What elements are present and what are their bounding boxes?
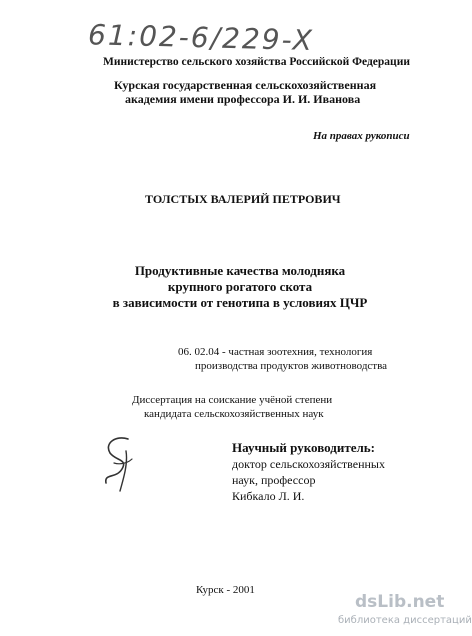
ministry-heading: Министерство сельского хозяйства Российской Федерации (103, 56, 410, 68)
supervisor-degree: доктор сельскохозяйственных (232, 457, 385, 471)
author-name: ТОЛСТЫХ ВАЛЕРИЙ ПЕТРОВИЧ (145, 192, 341, 206)
degree-line-2: кандидата сельскохозяйственных наук (144, 408, 324, 420)
dissertation-title (95, 263, 385, 311)
specialty-line-1: 06. 02.04 - частная зоотехния, технология (178, 346, 373, 358)
scientific-supervisor (232, 440, 385, 504)
supervisor-name: Кибкало Л. И. (232, 489, 305, 503)
manuscript-rights-note: На правах рукописи (313, 130, 410, 142)
academy-line-1: Курская государственная сельскохозяйственная (114, 78, 377, 92)
handwritten-signature (98, 433, 140, 495)
specialty-line-2: производства продуктов животноводства (195, 360, 388, 372)
watermark-subtitle: библиотека диссертаций (338, 615, 472, 626)
watermark-logo: dsLib.net (355, 592, 445, 612)
handwritten-archive-number: 61:02-6/229-X (87, 18, 315, 58)
title-line-3: в зависимости от генотипа в условиях ЦЧР (112, 295, 368, 310)
supervisor-heading: Научный руководитель: (232, 440, 375, 455)
academy-heading (114, 78, 376, 106)
supervisor-title: наук, профессор (232, 473, 316, 487)
academy-line-2: академия имени профессора И. И. Иванова (125, 92, 361, 106)
specialty-code (178, 345, 387, 373)
degree-statement (132, 393, 332, 421)
title-line-2: крупного рогатого скота (167, 279, 313, 294)
city-year: Курск - 2001 (196, 584, 255, 596)
title-line-1: Продуктивные качества молодняка (134, 263, 346, 278)
degree-line-1: Диссертация на соискание учёной степени (132, 394, 333, 406)
